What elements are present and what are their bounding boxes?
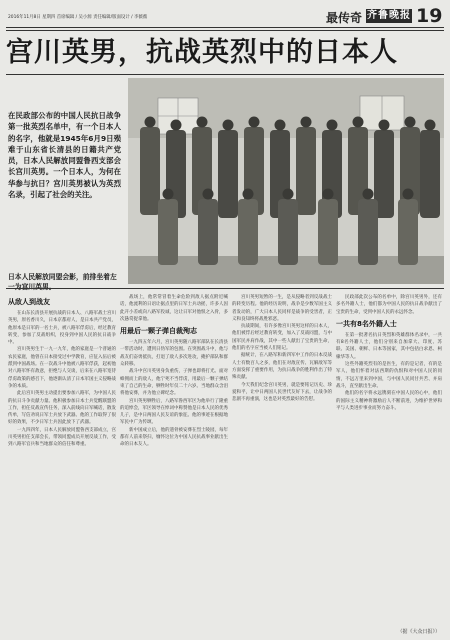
column-3: 宫川英男短暂的一生，是从侵略者到反战战士的转变历程。他的经历说明，战争是少数军国主义者发动的，广大日本人民同样是战争的受害者，正义和良知终将战胜邪恶。 抗战期间，有许多像宫川英男这样的日本人，他们被俘后经过教育转变，加入了反战同盟，与中国军民并肩作战，其中一些人献出了宝贵的生命，他们的名字应当被人们铭记。 据统计，在八路军和新四军中工作的日本反战人士有数百人之多，他们在对敌宣传、瓦解敌军等方面发挥了重要作用，为抗日战争的胜利作出了特殊贡献。 今天我们纪念宫川英男，就是要铭记历史、珍爱和平，让中日两国人民世代友好下去，让战争的悲剧不再重演，这也是对英烈最好的告慰。	[232, 295, 332, 403]
photo-figure	[158, 189, 178, 266]
body-rule	[6, 288, 444, 289]
subheading-3: 一共有8名外籍人士	[336, 319, 397, 328]
lede-paragraph: 在民政部公布的中国人民抗日战争第一批英烈名单中，有一个日本人的名字，他就是1945年6月9日殒难于山东省长清县的日籍共产党员，日本人民解放同盟鲁西支部会长宫川英男。一个日本人，为何在华参与抗日？宫川英男被认为英烈名录，引起了社会的关注。	[8, 111, 121, 200]
column-1: 从敌人到战友 在山东长清县开展抗战的日本人、八路军战士宫川英男，原名香川久，日本京都府人，是日本共产党员，他原本是日军的一名士兵，被八路军俘虏后，经过教育转变，参加了反战组织，投身到中国人民的抗日战争中。 宫川英男生于一九一九年，他的家庭是一个普通的农民家庭，他曾在日本接受过中学教育，应征入伍后被派到中国战场。在一次战斗中他被八路军俘获，起初他对八路军怀有敌意，拒绝与人交谈，后来在八路军宽待俘虏政策的感召下，他逐渐认清了日本军国主义侵略战争的本质。 此后宫川英男主动提出要参加八路军，为中国人民的抗日斗争贡献力量。他积极参加日本士兵觉醒联盟的工作，担任反战宣传任务，深入前线向日军喊话，散发传单，写信劝说日军士兵放下武器。他的工作取得了很好的效果，不少日军士兵因此放下了武器。 一九四四年，日本人民解放同盟鲁西支部成立，宫川英男担任支部会长，带领同盟成员开展反战工作，受到八路军官兵和当地群众的信任和尊重。	[8, 298, 116, 448]
photo-figure	[318, 189, 338, 266]
group-photo	[128, 78, 444, 284]
newspaper-logo: 齐鲁晚报	[367, 10, 411, 21]
headline-rule	[6, 74, 444, 75]
photo-figure	[296, 117, 316, 216]
headline: 宫川英男，抗战英烈中的日本人	[6, 37, 398, 68]
photo-figure	[420, 120, 440, 219]
subheading-1: 从敌人到战友	[8, 298, 50, 306]
column-4: 民政部此次公布的名单中，除宫川英男外，还有多名外籍人士，他们都为中国人民的抗日战争献出了宝贵的生命，受到中国人民的永远怀念。 一共有8名外籍人士 在第一批著名抗日英烈和英雄群体名录中，一共有8名外籍人士，他们分别来自加拿大、印度、苏联、美国、朝鲜、日本等国家，其中包括白求恩、柯棣华等人。 这些外籍英烈有的是医生，有的是记者，有的是军人，他们怀着对法西斯的仇恨和对中国人民的同情，不远万里来到中国，与中国人民同甘共苦、并肩战斗，直至献出生命。 他们的名字将永远镌刻在中国人民的心中，他们的国际主义精神将激励后人不断前进，为维护世界和平与人类进步事业而努力奋斗。	[336, 295, 442, 411]
photo-figure	[358, 189, 378, 266]
photo-figure	[218, 120, 238, 219]
photo-figure	[278, 189, 298, 266]
header-rule	[6, 27, 444, 28]
photo-caption: 日本人民解放同盟会影，前排坐着左一为宫川英男。	[8, 273, 117, 291]
photo-figure	[140, 117, 160, 216]
photo-figure	[238, 189, 258, 266]
source-credit: （据《大众日报》）	[397, 629, 440, 635]
photo-figure	[198, 189, 218, 266]
header-rule-thin	[6, 30, 444, 31]
section-category: 最传奇	[326, 11, 363, 25]
column-2: 战场上，他常常冒着生命危险到敌人据点附近喊话，他流利的日语让据点里的日军士兵动摇，许多人因此开小差或向八路军投诚，这让日军对他恨之入骨，多次悬赏捉拿他。 用最后一颗子弹自裁殉志 一九四五年六月，宫川英男随八路军部队在长清县一带活动时，遭到日伪军的包围。在突围战斗中，他与战友们奋勇抵抗，打退了敌人多次进攻，掩护部队和群众转移。 战斗中宫川英男身负重伤，子弹也即将打光。面对蜂拥而上的敌人，他宁死不当俘虏，用最后一颗子弹结束了自己的生命，牺牲时年仅二十六岁。当地群众含泪将他安葬，并为他立碑纪念。 宫川英男牺牲后，八路军鲁西军区为他举行了隆重的追悼会，军区领导在悼词中称赞他是日本人民的优秀儿子，是中日两国人民友谊的象征。他的事迹在根据地军民中广为传颂。 新中国成立后，他的遗骨被安葬在烈士陵园，每年都有人前来祭扫，缅怀这位为中国人民抗战事业献出生命的日本友人。	[120, 295, 228, 448]
photo-figure	[398, 189, 418, 266]
page-header	[8, 5, 442, 27]
subheading-2: 用最后一颗子弹自裁殉志	[120, 327, 197, 336]
page-number: 19	[416, 5, 443, 27]
header-meta: 2016年11月8日 星期四 首席编辑 / 吴小源 责任编辑/版面设计 / 李薇薇	[8, 15, 148, 20]
